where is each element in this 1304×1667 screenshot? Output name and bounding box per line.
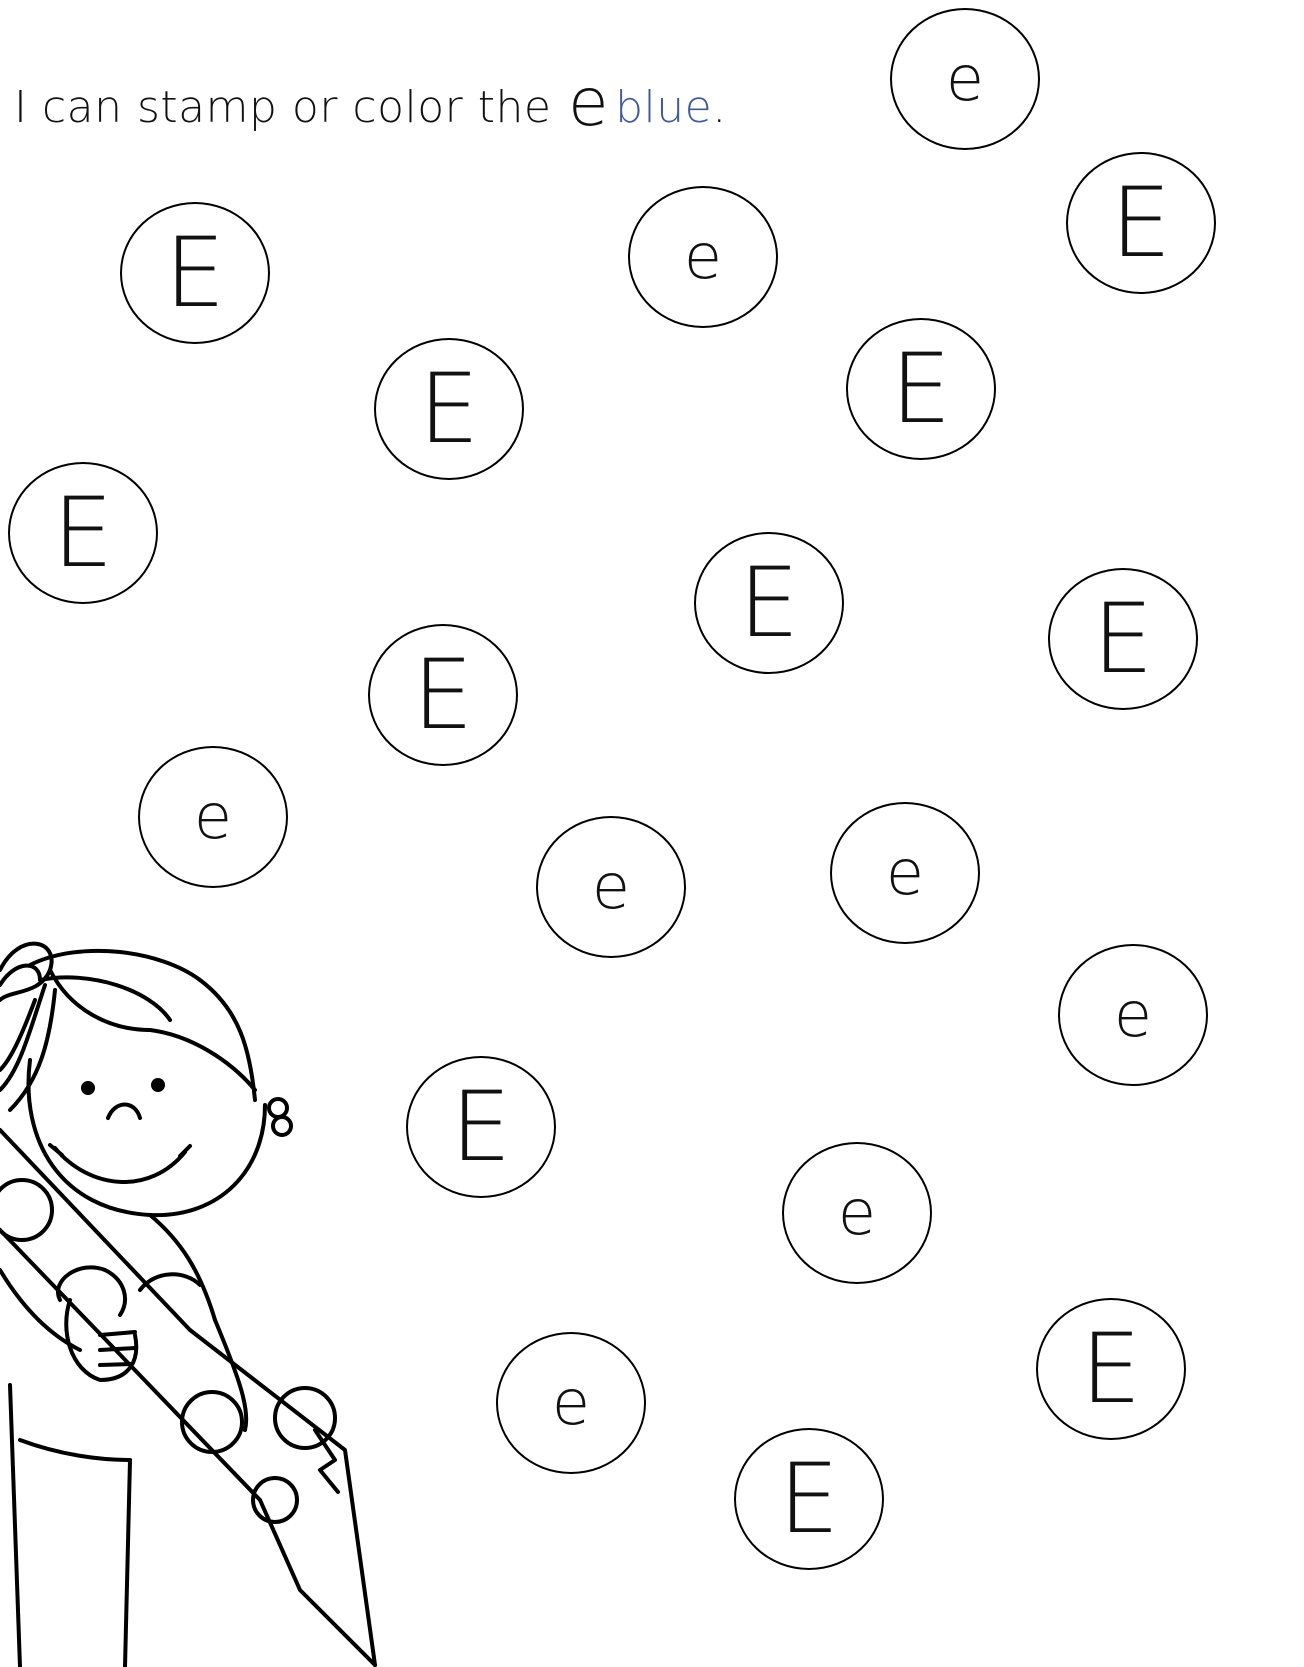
letter-circle[interactable]: e	[782, 1142, 932, 1284]
instruction-text	[14, 64, 727, 141]
instruction-suffix: .	[712, 82, 727, 133]
letter-circle[interactable]: E	[368, 624, 518, 766]
letter-circle[interactable]: E	[1036, 1298, 1186, 1440]
letter-circle[interactable]: E	[374, 338, 524, 480]
instruction-letter: e	[567, 64, 610, 141]
letter-circle[interactable]: E	[8, 462, 158, 604]
letter-circle[interactable]: E	[846, 318, 996, 460]
letter-circle[interactable]: E	[734, 1428, 884, 1570]
girl-with-crayon-icon	[0, 940, 420, 1667]
letter-circle[interactable]: e	[830, 802, 980, 944]
letter-circle[interactable]: e	[628, 186, 778, 328]
letter-circle[interactable]: e	[890, 8, 1040, 150]
letter-circle[interactable]: E	[694, 532, 844, 674]
letter-circle[interactable]: E	[1066, 152, 1216, 294]
letter-circle[interactable]: e	[496, 1332, 646, 1474]
instruction-color-word: blue	[615, 82, 713, 133]
instruction-prefix: I can stamp or color the	[14, 82, 552, 133]
letter-circle[interactable]: e	[138, 746, 288, 888]
letter-circle[interactable]: e	[536, 816, 686, 958]
letter-circle[interactable]: E	[1048, 568, 1198, 710]
letter-circle[interactable]: E	[406, 1056, 556, 1198]
letter-circle[interactable]: E	[120, 202, 270, 344]
letter-circle[interactable]: e	[1058, 944, 1208, 1086]
